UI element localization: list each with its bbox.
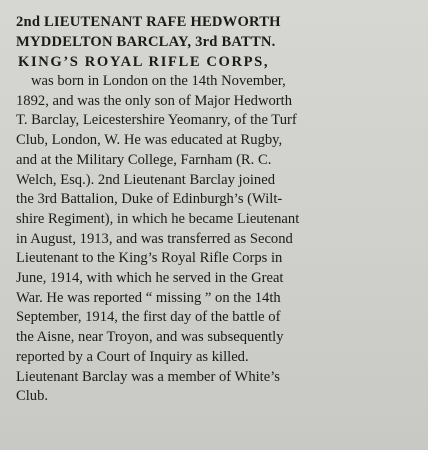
body-line: Lieutenant to the King’s Royal Rifle Corps in <box>16 250 283 267</box>
body-line: Lieutenant Barclay was a member of White’s <box>16 368 280 385</box>
memorial-heading <box>16 12 418 72</box>
body-line: War. He was reported “ missing ” on the 14th <box>16 289 281 306</box>
heading-line: 2nd LIEUTENANT RAFE HEDWORTH <box>16 14 281 30</box>
body-line: T. Barclay, Leicestershire Yeomanry, of the Turf <box>16 112 297 129</box>
body-line: shire Regiment), in which he became Lieutenant <box>16 210 300 227</box>
heading-line: MYDDELTON BARCLAY, 3rd BATTN. <box>16 34 276 50</box>
body-line: 1892, and was the only son of Major Hedworth <box>16 92 293 109</box>
memorial-paragraph <box>16 72 418 407</box>
body-line: Welch, Esq.). 2nd Lieutenant Barclay joined <box>16 171 275 188</box>
body-line: Club, London, W. He was educated at Rugby, <box>16 132 283 149</box>
body-line: the Aisne, near Troyon, and was subsequently <box>16 329 284 346</box>
body-line: in August, 1913, and was transferred as Second <box>16 230 293 247</box>
body-line: June, 1914, with which he served in the Great <box>16 270 284 287</box>
body-line: September, 1914, the first day of the battle of <box>16 309 281 326</box>
body-line: reported by a Court of Inquiry as killed. <box>16 348 249 365</box>
body-line: was born in London on the 14th November, <box>31 73 286 89</box>
heading-line: KING’S ROYAL RIFLE CORPS, <box>18 54 270 70</box>
body-line: and at the Military College, Farnham (R. C. <box>16 151 272 168</box>
body-line: Club. <box>16 388 49 405</box>
body-line: the 3rd Battalion, Duke of Edinburgh’s (Wilt- <box>16 191 283 208</box>
